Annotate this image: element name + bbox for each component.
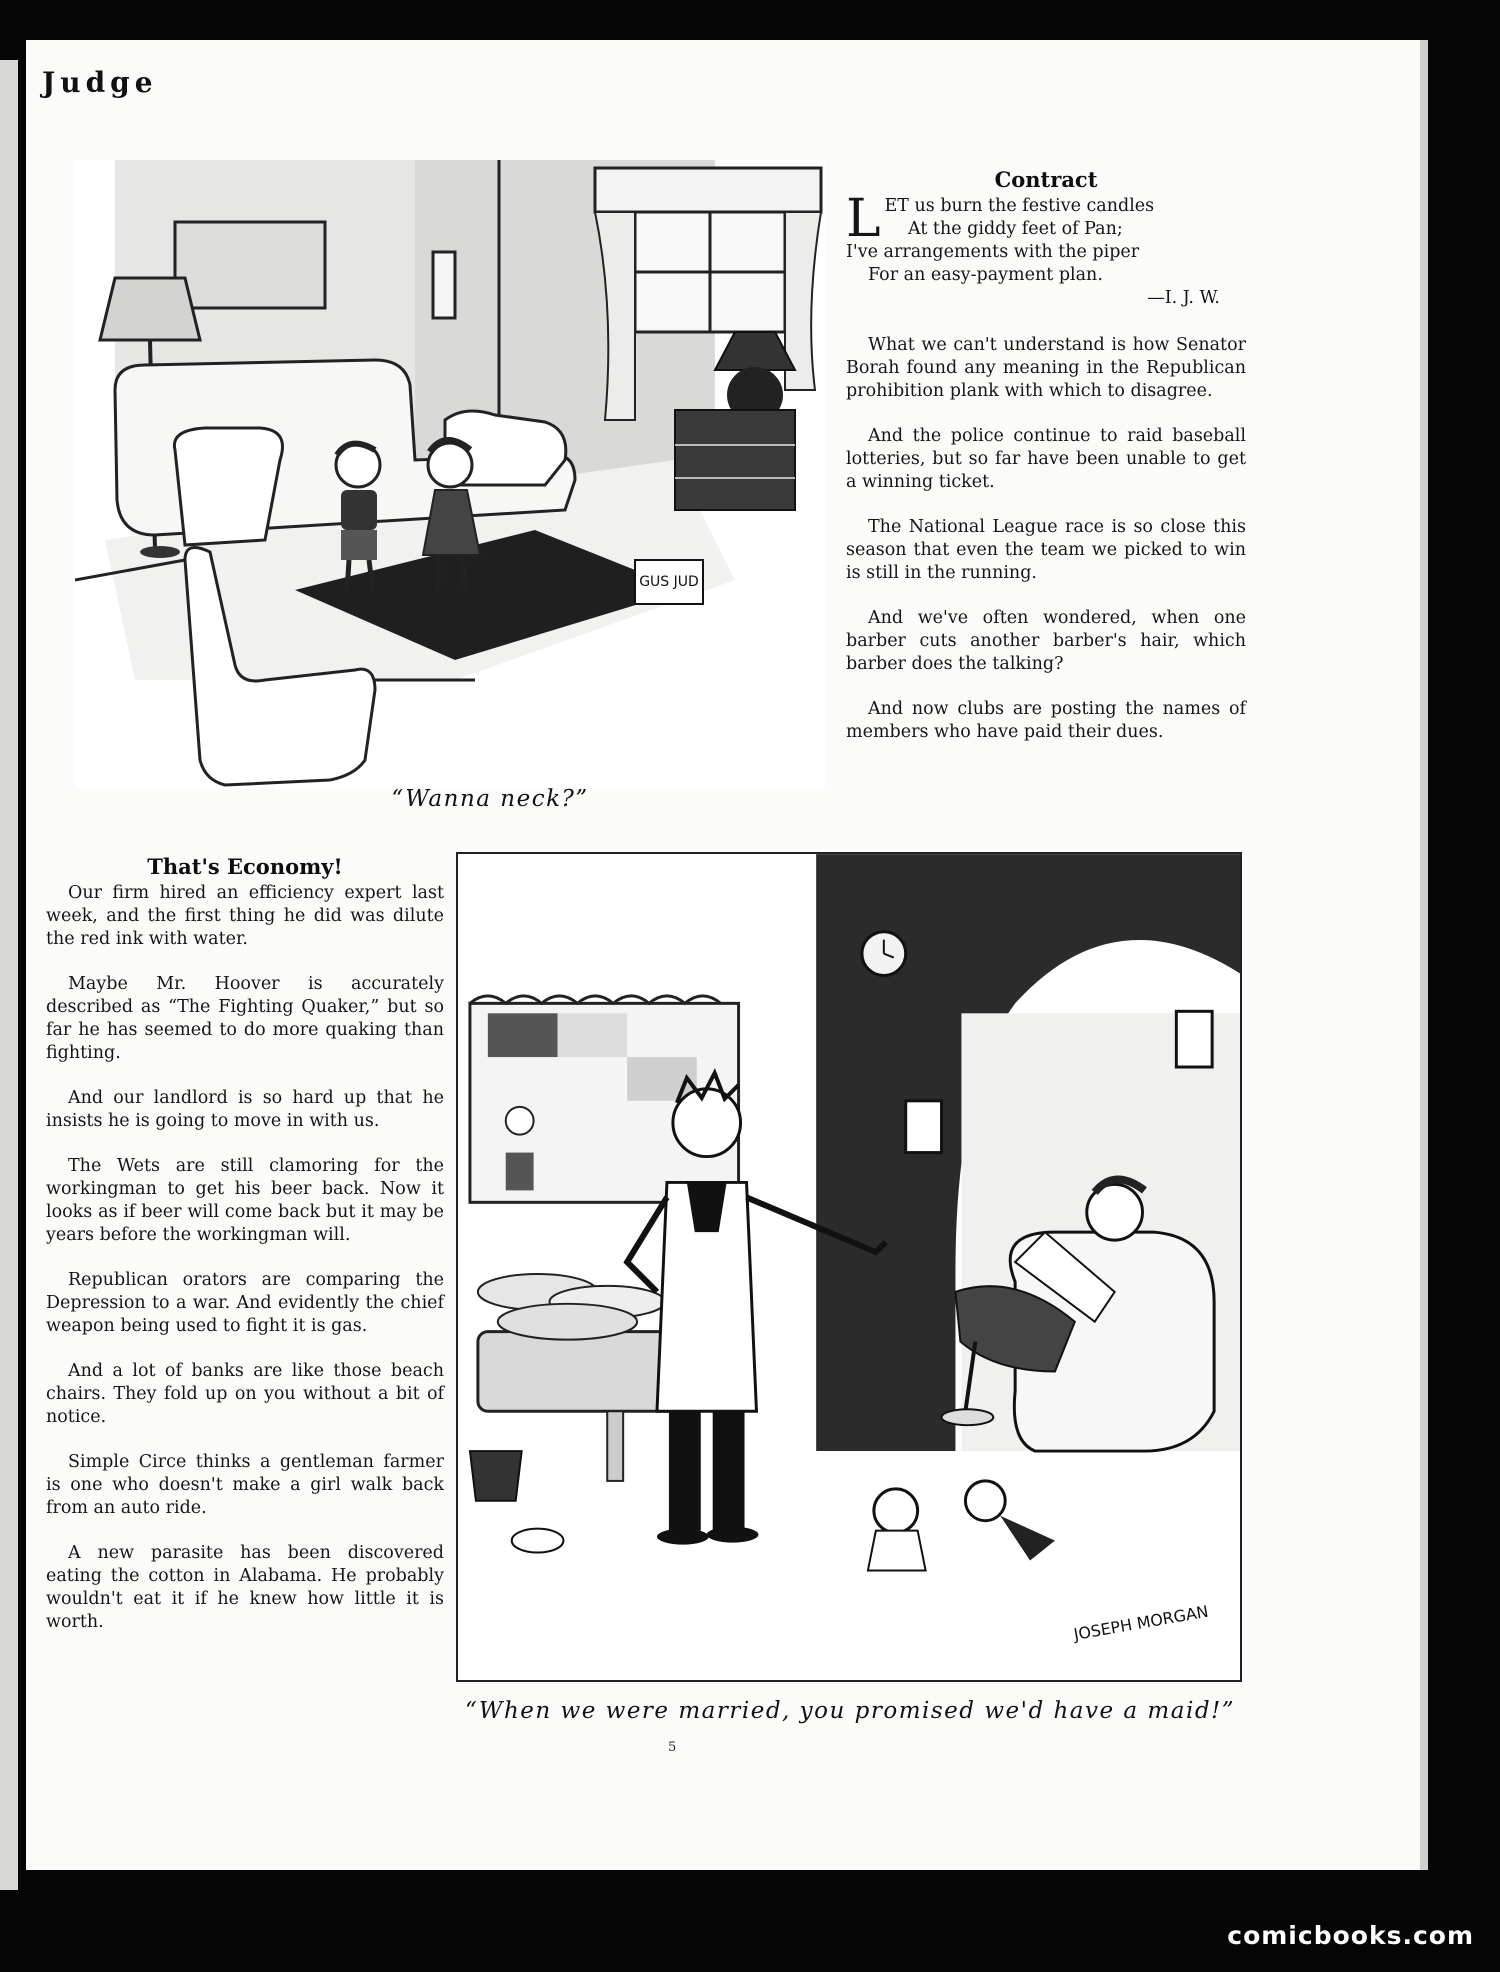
paragraph: And we've often wondered, when one barber cuts another barber's hair, which barber does the talking?	[846, 608, 1246, 674]
paragraph: Our firm hired an efficiency expert last week, and the first thing he did was dilute the red ink with water.	[46, 883, 444, 949]
page-edge	[1420, 40, 1428, 1870]
cartoon-kitchen-illustration	[458, 854, 1240, 1680]
paragraph: Simple Circe thinks a gentleman farmer is one who doesn't make a girl walk back from an auto ride.	[46, 1452, 444, 1518]
paragraph: Republican orators are comparing the Depression to a war. And evidently the chief weapon being used to fight it is gas.	[46, 1270, 444, 1336]
poem-dropcap: L	[846, 189, 881, 249]
paragraph: And the police continue to raid baseball lotteries, but so far have been unable to get a winning ticket.	[846, 426, 1246, 492]
paragraph: A new parasite has been discovered eating the cotton in Alabama. He probably wouldn't eat it if he knew how little it is worth.	[46, 1543, 444, 1632]
page-number: 5	[668, 1740, 677, 1755]
poem-line: ET us burn the festive candles	[884, 196, 1155, 216]
watermark: comicbooks.com	[1227, 1921, 1474, 1950]
contract-poem	[846, 189, 1246, 310]
cartoon-living-room	[75, 160, 825, 788]
contract-title: Contract	[994, 167, 1098, 192]
paragraph: The National League race is so close this season that even the team we picked to win is still in the running.	[846, 517, 1246, 583]
paragraph: And our landlord is so hard up that he insists he is going to move in with us.	[46, 1088, 444, 1131]
economy-column	[46, 855, 444, 1656]
poem-credit: —I. J. W.	[1147, 288, 1220, 308]
cartoon-living-room-caption: “Wanna neck?”	[391, 786, 589, 812]
paragraph: Maybe Mr. Hoover is accurately described as “The Fighting Quaker,” but so far he has seemed to do more quaking than fighting.	[46, 974, 444, 1063]
cartoon-kitchen	[456, 852, 1242, 1682]
cartoon-signature: GUS JUD	[639, 574, 699, 590]
economy-title: That's Economy!	[147, 854, 343, 879]
paragraph: And now clubs are posting the names of members who have paid their dues.	[846, 699, 1246, 742]
poem-line: At the giddy feet of Pan;	[908, 219, 1123, 239]
paragraph: The Wets are still clamoring for the workingman to get his beer back. Now it looks as if beer will come back but it may be years before the workingman will.	[46, 1156, 444, 1245]
paragraph: And a lot of banks are like those beach chairs. They fold up on you without a bit of notice.	[46, 1361, 444, 1427]
masthead: Judge	[42, 66, 158, 99]
cartoon-living-room-illustration	[75, 160, 825, 788]
page-gutter	[0, 60, 18, 1890]
poem-line: I've arrangements with the piper	[846, 242, 1140, 262]
cartoon-signature: JOSEPH MORGAN	[1072, 1601, 1210, 1645]
contract-column	[846, 168, 1246, 766]
cartoon-kitchen-caption: “When we were married, you promised we'd have a maid!”	[464, 1698, 1236, 1724]
poem-line: For an easy-payment plan.	[868, 265, 1103, 285]
paragraph: What we can't understand is how Senator Borah found any meaning in the Republican prohibition plank with which to disagree.	[846, 335, 1246, 401]
